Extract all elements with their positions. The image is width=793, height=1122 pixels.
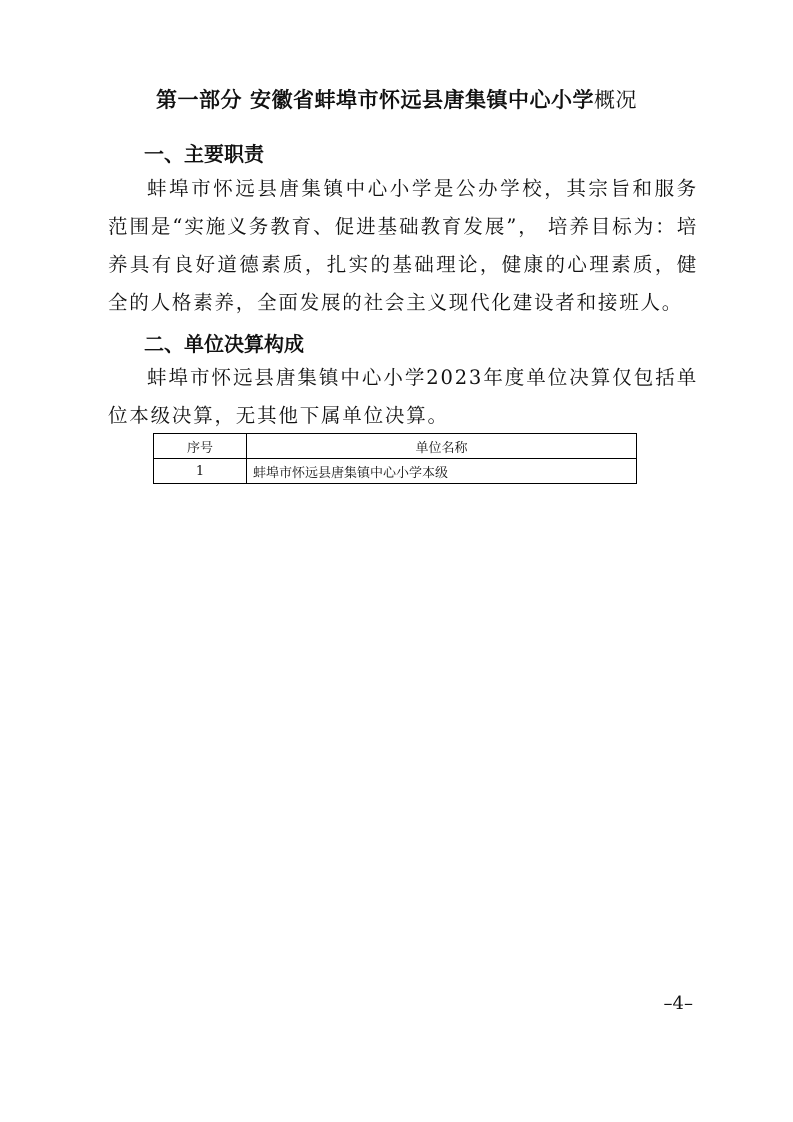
table-header-row	[154, 434, 637, 459]
title-prefix: 第一部分	[156, 88, 242, 112]
header-seq: 序号	[154, 434, 247, 459]
table-row	[154, 459, 637, 484]
page-title	[0, 84, 793, 114]
title-main: 安徽省蚌埠市怀远县唐集镇中心小学	[250, 88, 594, 112]
cell-seq: 1	[154, 459, 247, 484]
section-heading-composition: 二、单位决算构成	[144, 332, 304, 356]
cell-unit-name: 蚌埠市怀远县唐集镇中心小学本级	[247, 459, 637, 484]
header-unit-name: 单位名称	[247, 434, 637, 459]
title-suffix: 概况	[594, 88, 637, 112]
section-paragraph-composition: 蚌埠市怀远县唐集镇中心小学2023年度单位决算仅包括单位本级决算，无其他下属单位决算。	[108, 366, 698, 427]
page-number: –4–	[663, 993, 693, 1014]
section-paragraph-responsibilities: 蚌埠市怀远县唐集镇中心小学是公办学校，其宗旨和服务范围是“实施义务教育、促进基础教育发展”， 培养目标为：培养具有良好道德素质，扎实的基础理论，健康的心理素质，健全的人格素养，全面发展的社会主义现代化建设者和接班人。	[108, 177, 698, 314]
section-heading-responsibilities: 一、主要职责	[144, 142, 264, 166]
unit-table	[153, 433, 637, 484]
